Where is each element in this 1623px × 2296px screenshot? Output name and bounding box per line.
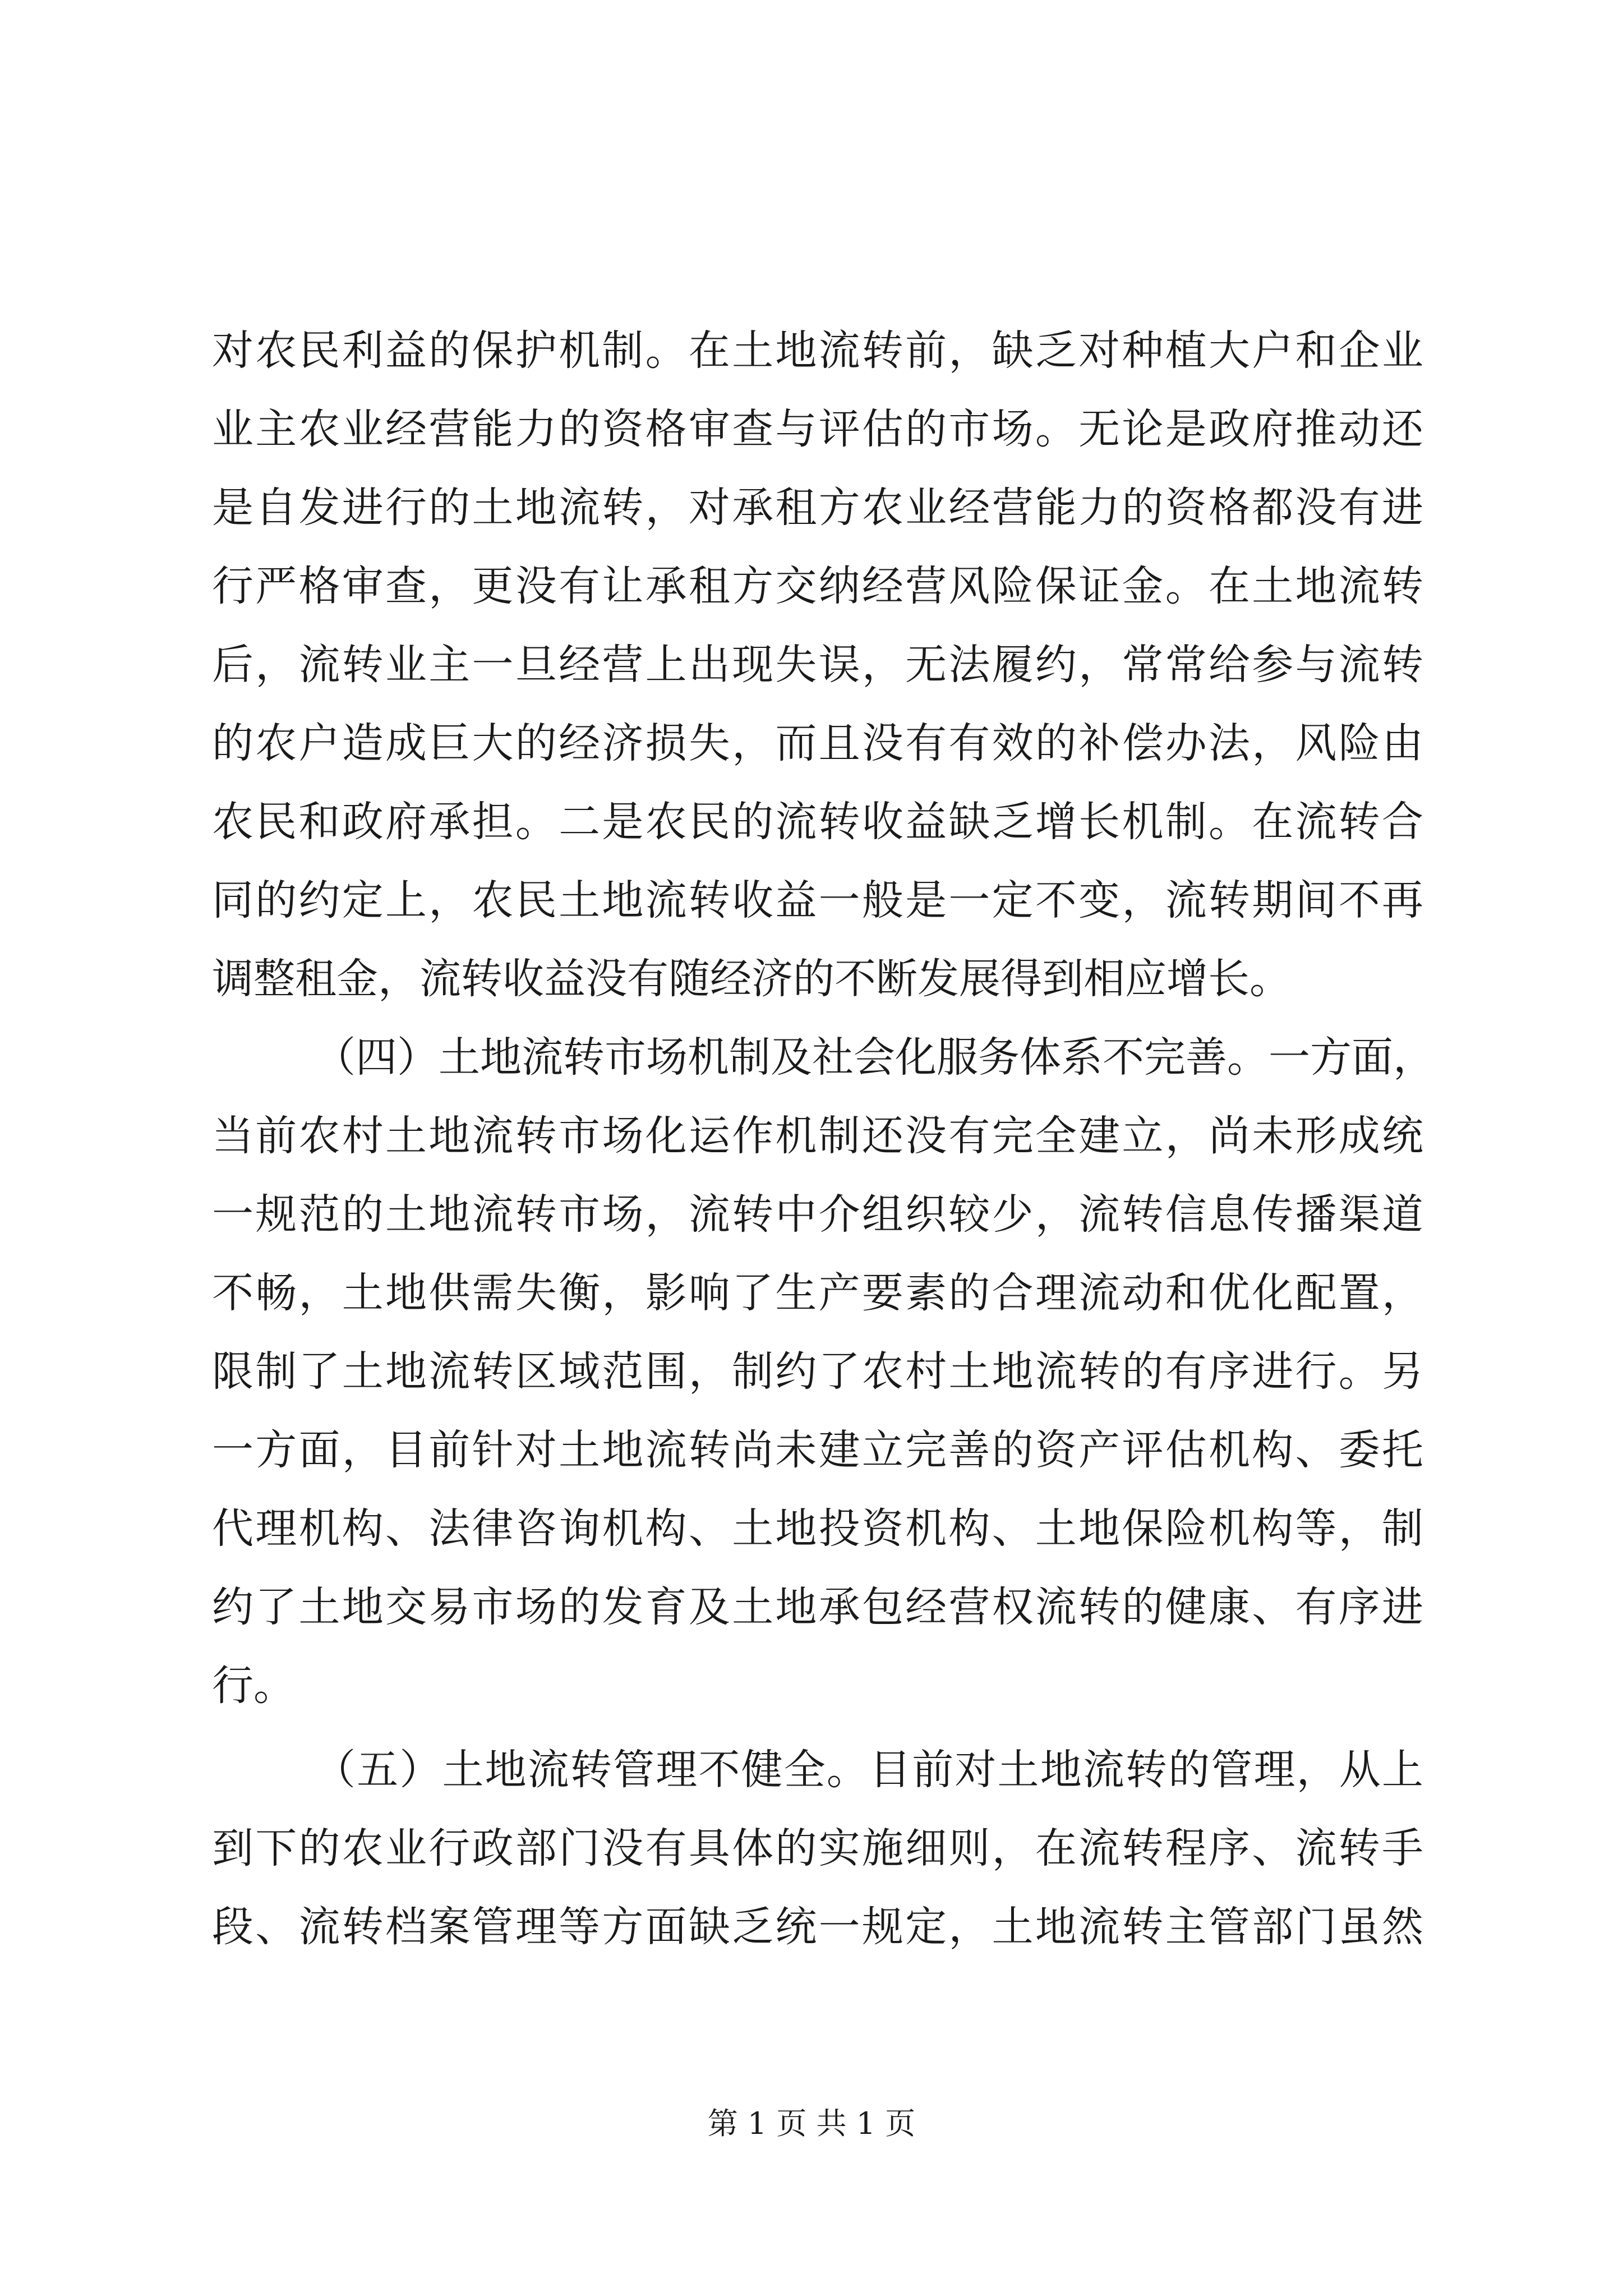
text-line-17: 约了土地交易市场的发育及土地承包经营权流转的健康、有序进 [212, 1583, 1423, 1631]
text-line-4: 行严格审查，更没有让承租方交纳经营风险保证金。在土地流转 [212, 562, 1423, 610]
text-line-7: 农民和政府承担。二是农民的流转收益缺乏增长机制。在流转合 [212, 798, 1423, 846]
text-line-5: 后，流转业主一旦经营上出现失误，无法履约，常常给参与流转 [212, 641, 1423, 689]
text-line-2: 业主农业经营能力的资格审查与评估的市场。无论是政府推动还 [212, 405, 1423, 453]
text-line-21: 段、流转档案管理等方面缺乏统一规定，土地流转主管部门虽然 [212, 1903, 1423, 1951]
text-line-18: 行。 [212, 1662, 295, 1710]
section-heading-5: （五）土地流转管理不健全。目前对土地流转的管理，从上 [314, 1746, 1423, 1794]
page-footer: 第 1 页 共 1 页 [707, 2106, 916, 2141]
text-line-3: 是自发进行的土地流转，对承租方农业经营能力的资格都没有进 [212, 484, 1423, 532]
text-line-14: 限制了土地流转区域范围，制约了农村土地流转的有序进行。另 [212, 1347, 1423, 1396]
text-line-6: 的农户造成巨大的经济损失，而且没有有效的补偿办法，风险由 [212, 719, 1423, 767]
text-line-1: 对农民利益的保护机制。在土地流转前，缺乏对种植大户和企业 [212, 326, 1423, 375]
text-line-8: 同的约定上，农民土地流转收益一般是一定不变，流转期间不再 [212, 876, 1423, 924]
text-line-12: 一规范的土地流转市场，流转中介组织较少，流转信息传播渠道 [212, 1190, 1423, 1239]
text-line-20: 到下的农业行政部门没有具体的实施细则，在流转程序、流转手 [212, 1824, 1423, 1872]
section-heading-4: （四）土地流转市场机制及社会化服务体系不完善。一方面， [314, 1033, 1435, 1082]
text-line-13: 不畅，土地供需失衡，影响了生产要素的合理流动和优化配置， [212, 1269, 1423, 1317]
text-line-16: 代理机构、法律咨询机构、土地投资机构、土地保险机构等，制 [212, 1504, 1423, 1553]
text-line-11: 当前农村土地流转市场化运作机制还没有完全建立，尚未形成统 [212, 1112, 1423, 1160]
text-line-9: 调整租金，流转收益没有随经济的不断发展得到相应增长。 [212, 955, 1291, 1003]
text-line-15: 一方面，目前针对土地流转尚未建立完善的资产评估机构、委托 [212, 1426, 1423, 1474]
